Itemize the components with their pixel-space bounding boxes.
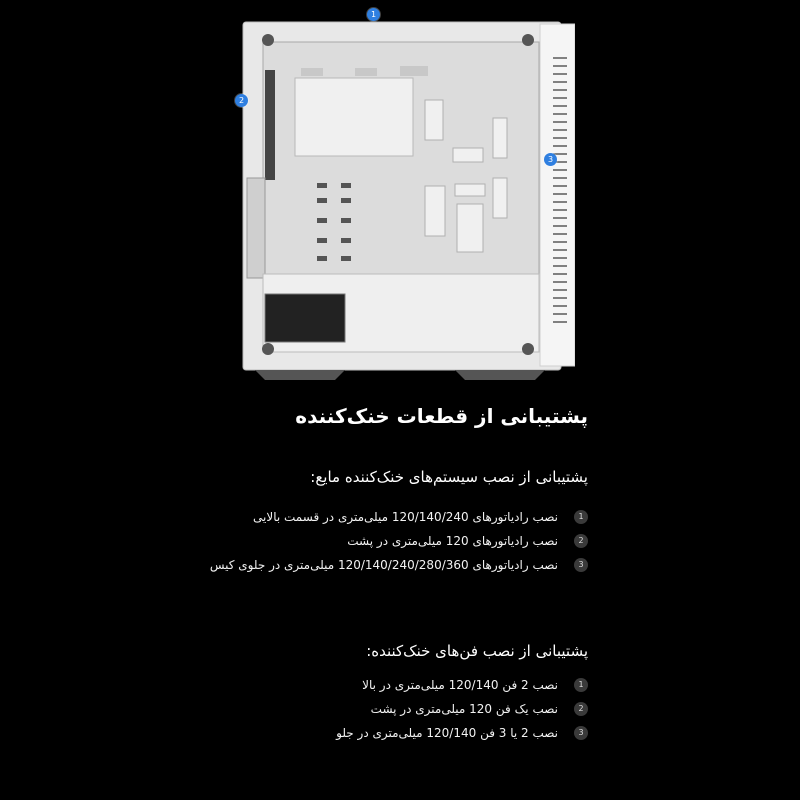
list-item-text: نصب 2 یا 3 فن 120/140 میلی‌متری در جلو — [336, 726, 558, 740]
pc-case-illustration — [235, 8, 575, 388]
liquid-cooling-title: پشتیبانی از نصب سیستم‌های خنک‌کننده مایع: — [310, 468, 588, 486]
list-item — [210, 529, 588, 553]
number-badge: 1 — [574, 510, 588, 524]
number-badge: 3 — [574, 558, 588, 572]
pc-case-image — [235, 8, 575, 388]
list-item — [336, 673, 588, 697]
list-item — [210, 505, 588, 529]
liquid-cooling-list — [210, 505, 588, 577]
list-item-text: نصب رادیاتورهای 120 میلی‌متری در پشت — [347, 534, 558, 548]
list-item — [210, 553, 588, 577]
list-item-text: نصب رادیاتورهای 120/140/240 میلی‌متری در قسمت بالایی — [253, 510, 558, 524]
list-item-text: نصب رادیاتورهای 120/140/240/280/360 میلی‌متری در جلوی کیس — [209, 558, 558, 572]
section-heading: پشتیبانی از قطعات خنک‌کننده — [295, 404, 588, 428]
number-badge: 2 — [574, 534, 588, 548]
fan-support-title: پشتیبانی از نصب فن‌های خنک‌کننده: — [366, 642, 588, 660]
list-item — [336, 697, 588, 721]
fan-support-list — [336, 673, 588, 745]
list-item-text: نصب 2 فن 120/140 میلی‌متری در بالا — [362, 678, 558, 692]
number-badge: 3 — [574, 726, 588, 740]
list-item-text: نصب یک فن 120 میلی‌متری در پشت — [370, 702, 558, 716]
marker-1: 1 — [367, 8, 380, 21]
marker-2: 2 — [235, 94, 248, 107]
number-badge: 1 — [574, 678, 588, 692]
list-item — [336, 721, 588, 745]
number-badge: 2 — [574, 702, 588, 716]
marker-3: 3 — [544, 153, 557, 166]
